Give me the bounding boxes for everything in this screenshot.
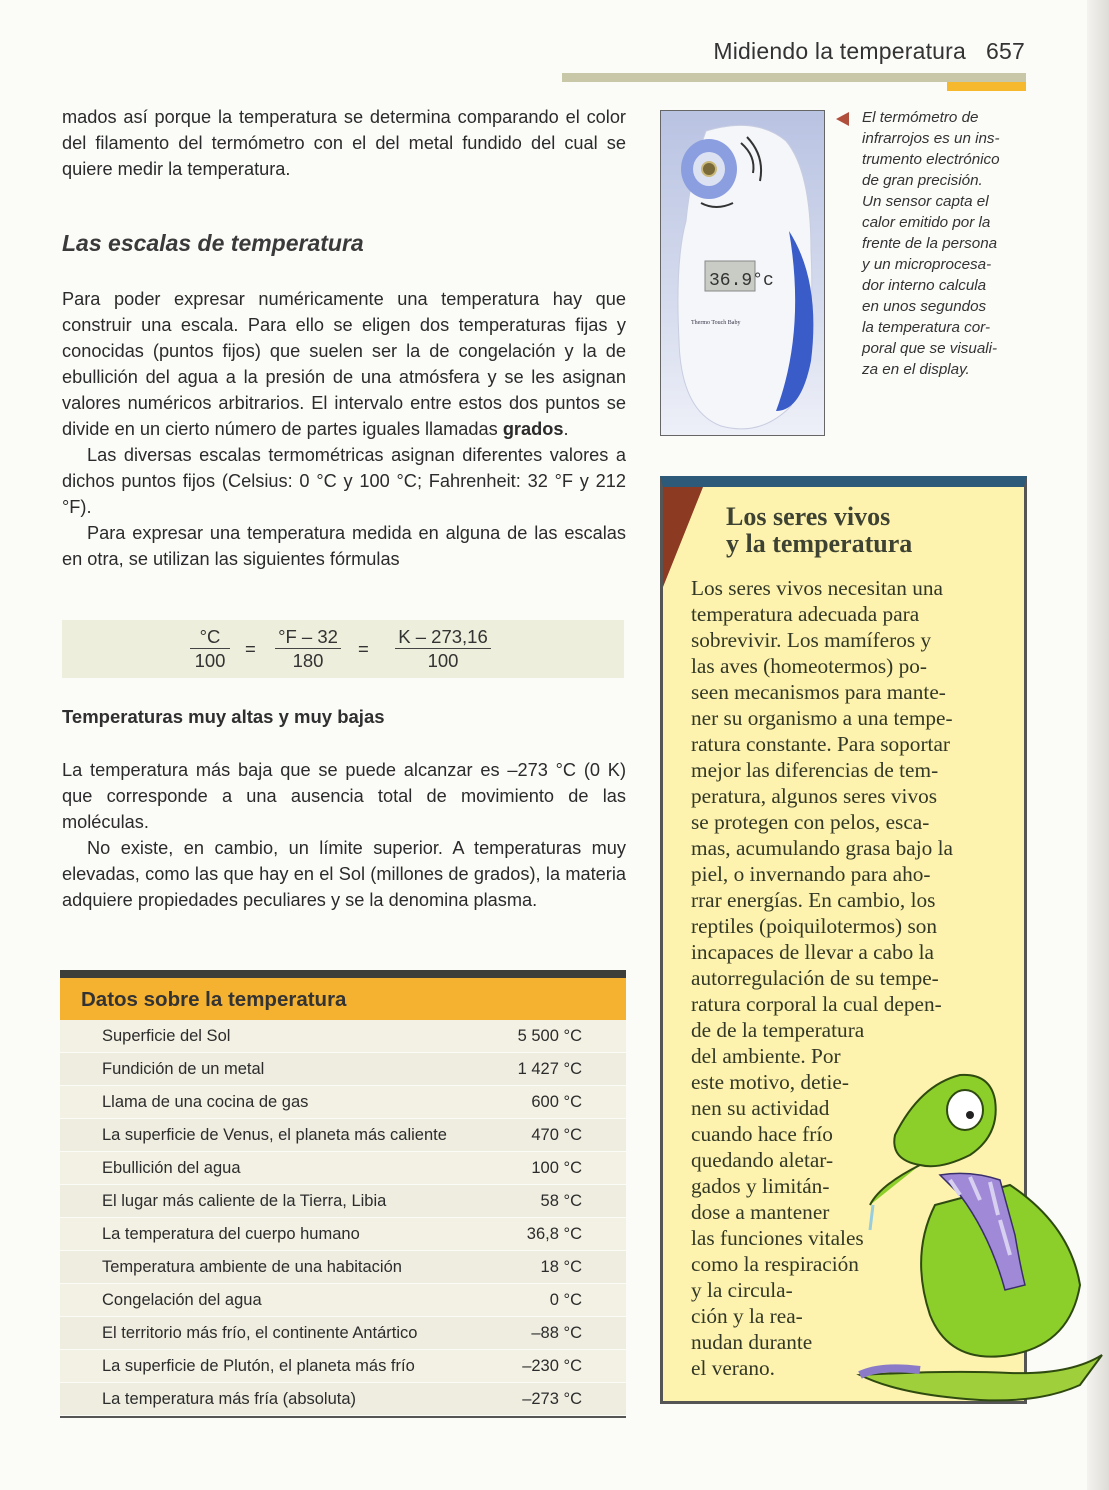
scales-paragraph-3: Para expresar una temperatura medida en alguna de las escalas en otra, se utilizan las siguientes fórmulas <box>62 523 626 569</box>
intro-paragraph: mados así porque la temperatura se determina comparando el color del filamento del termómetro con el del metal fundido del cual se quiere medir la temperatura. <box>62 107 626 179</box>
table-row: Ebullición del agua 100 °C <box>60 1152 626 1185</box>
page-number: 657 <box>986 38 1025 64</box>
running-title: Midiendo la temperatura <box>713 38 967 64</box>
conversion-formula: $\frac{^\circ C}{100}$ = $\frac{^\circ F - 32}{180}$ = $\frac{K - 273,16}{100}$ <box>62 620 624 678</box>
box-body-text: Los seres vivos necesitan una temperatura adecuada para sobrevivir. Los mamíferos y las aves (homeotermos) po- seen mecanismos para mante- ner su organismo a una tempe- ratura constante. Para soportar mejor las diferencias de tem- peratura, algunos seres vivos se protegen con pelos, esca- mas, acumulando grasa bajo la piel, o invernando para aho- rrar energías. En cambio, los reptiles (poiquilotermos) son incapaces de llevar a cabo la autorregulación de su tempe- ratura corporal la cual depen- de de la temperatura del ambiente. Por este motivo, detie- nen su actividad cuando hace frío quedando aletar- gados y limitán- dose a mantener las funciones vitales como la respiración y la circula- ción y la rea- nudan durante el verano. <box>691 576 953 1380</box>
extremes-paragraph-2: No existe, en cambio, un límite superior. A temperaturas muy elevadas, como las que hay en el Sol (millones de grados), la materia adquiere propiedades peculiares y se la denomina plasma. <box>62 838 626 910</box>
header-rule <box>562 73 1026 82</box>
photo-caption: El termómetro de infrarrojos es un ins- trumento electrónico de gran precisión. Un sensor capta el calor emitido por la frente de la persona y un microprocesa- dor interno calcula en unos segundos la temperatura cor- poral que se visuali- za en el display. <box>862 109 1000 378</box>
table-row: Fundición de un metal 1 427 °C <box>60 1053 626 1086</box>
caption-pointer-icon <box>836 112 849 126</box>
section-heading-scales: Las escalas de temperatura <box>62 230 364 256</box>
scales-text <box>62 286 626 572</box>
fraction-fahrenheit: $\frac{^\circ F - 32}{180}$ <box>275 627 341 673</box>
table-row: La temperatura más fría (absoluta) –273 °C <box>60 1383 626 1416</box>
svg-text:Thermo Touch Baby: Thermo Touch Baby <box>691 320 741 326</box>
scales-paragraph-2: Las diversas escalas termométricas asignan diferentes valores a dichos puntos fijos (Celsius: 0 °C y 100 °C; Fahrenheit: 32 °F y 212 °F). <box>62 445 626 517</box>
table-row: La superficie de Plutón, el planeta más frío –230 °C <box>60 1350 626 1383</box>
table-row: La temperatura del cuerpo humano 36,8 °C <box>60 1218 626 1251</box>
table-row: La superficie de Venus, el planeta más caliente 470 °C <box>60 1119 626 1152</box>
extremes-paragraph-1: La temperatura más baja que se puede alcanzar es –273 °C (0 K) que corresponde a una ausencia total de movimiento de las moléculas. <box>62 760 626 832</box>
table-row: El territorio más frío, el continente Antártico –88 °C <box>60 1317 626 1350</box>
box-corner-decoration <box>663 487 703 587</box>
table-body <box>60 1020 626 1416</box>
table-row: Superficie del Sol 5 500 °C <box>60 1020 626 1053</box>
cold-lizard-with-scarf-illustration <box>840 1055 1109 1410</box>
table-bottom-rule <box>60 1416 626 1418</box>
box-title: Los seres vivos y la temperatura <box>726 502 913 558</box>
fraction-kelvin: $\frac{K - 273,16}{100}$ <box>395 627 491 673</box>
scales-paragraph-1: Para poder expresar numéricamente una temperatura hay que construir una escala. Para ello se eligen dos temperaturas fijas y conocidas (puntos fijos) que suelen ser la de congelación y la de ebullición del agua a la presión de una atmósfera y se les asignan valores numéricos arbitrarios. El intervalo entre estos dos puntos se divide en un cierto número de partes iguales llamadas grados. <box>62 289 626 439</box>
temperature-data-table <box>60 970 626 1418</box>
bold-term-grados: grados <box>502 419 564 439</box>
section-heading-extremes: Temperaturas muy altas y muy bajas <box>62 706 385 727</box>
thermometer-illustration <box>661 111 825 436</box>
table-row: Congelación del agua 0 °C <box>60 1284 626 1317</box>
table-title: Datos sobre la temperatura <box>60 978 626 1020</box>
header-accent-tab <box>947 82 1026 91</box>
table-row: Temperatura ambiente de una habitación 18 °C <box>60 1251 626 1284</box>
fraction-celsius: $\frac{^\circ C}{100}$ <box>190 627 230 673</box>
infrared-thermometer-photo <box>660 110 825 436</box>
table-row: Llama de una cocina de gas 600 °C <box>60 1086 626 1119</box>
table-row: El lugar más caliente de la Tierra, Libia 58 °C <box>60 1185 626 1218</box>
extremes-text <box>62 757 626 913</box>
table-top-rule <box>60 970 626 978</box>
svg-text:36.9°c: 36.9°c <box>709 271 774 291</box>
running-header <box>560 38 1025 65</box>
